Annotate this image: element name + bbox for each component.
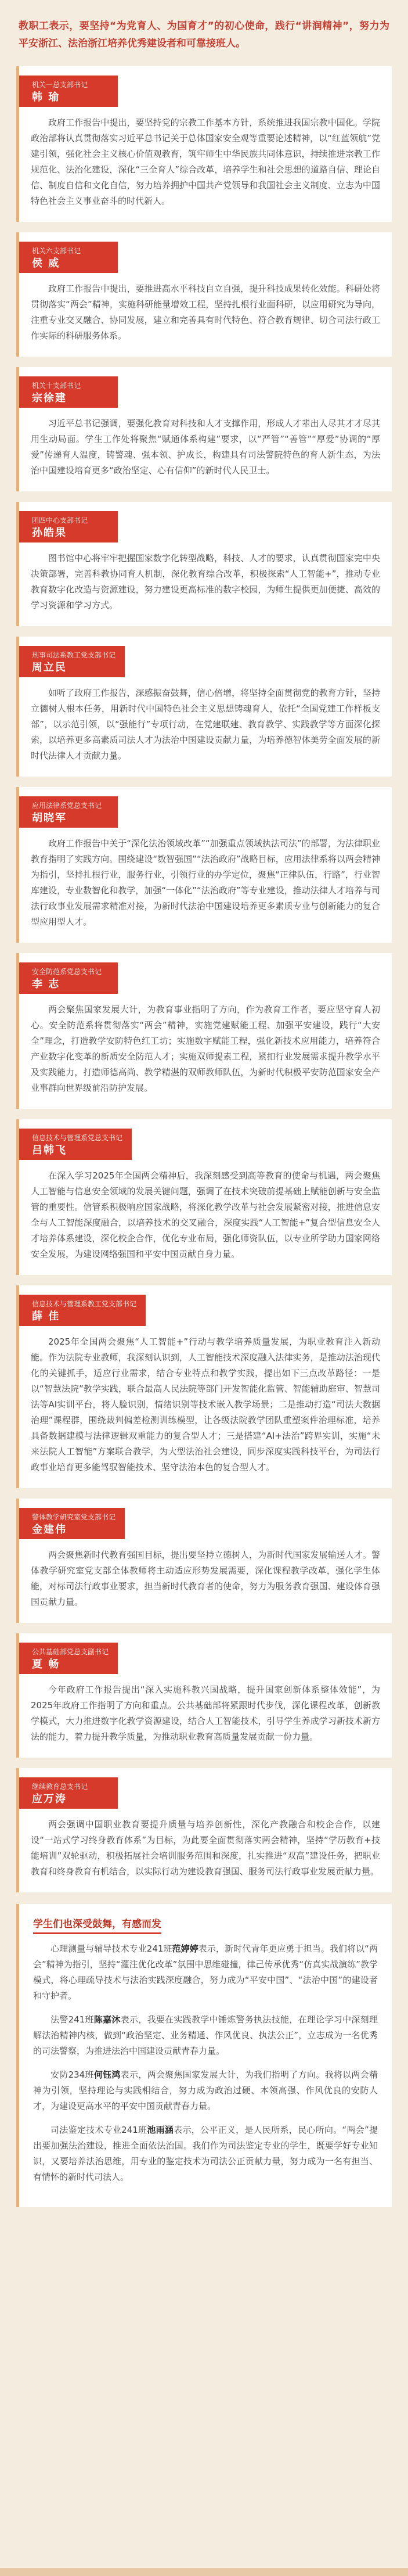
student-paragraph [33, 2012, 378, 2059]
speaker-role: 机关一总支部书记 [32, 81, 88, 89]
intro-section [0, 0, 408, 66]
student-paragraphs [33, 1941, 378, 2185]
student-name: 何钰鸿 [93, 2070, 121, 2080]
speaker-role: 机关六支部书记 [32, 247, 81, 255]
card-body: 政府工作报告中关于“深化法治领域改革”“加强重点领域执法司法”的部署，为法律职业教育指明了实践方向。围绕建设“数智强国”“法治政府”战略目标，应用法律系将以两会精神为指引，坚持扎根行业，服务行业，引领行业的办学定位，聚焦“正律队伍，行路”，行业智库建设，专业数智化和教学，加强“一体化”“法治政府”等专业建设，推动法律人才培养与司法行政事业发展需求精准对接，为新时代法治中国建设培养更多素质专业与创新能力的复合型应用型人才。 [31, 838, 380, 927]
speaker-tag [19, 646, 125, 677]
card-header [19, 1119, 380, 1160]
quote-card [16, 953, 392, 1109]
student-name: 池雨涵 [147, 2125, 174, 2135]
quote-card [16, 1119, 392, 1275]
speaker-role: 公共基础部党总支副书记 [32, 1648, 109, 1656]
card-header [19, 787, 380, 828]
speaker-role: 刑事司法系教工党支部书记 [32, 651, 116, 659]
speaker-role: 团四中心支部书记 [32, 516, 88, 524]
card-body: 如听了政府工作报告，深感振奋鼓舞，信心倍增，将坚持全面贯彻党的教育方针，坚持立德树人根本任务，用新时代中国特色社会主义思想铸魂育人，依托“全国党建工作样板支部”，以示范引领，以“强能行”专项行动，在党建联建、教育教学、实践教学等方面深化探索，以培养更多高素质司法人才为法治中国建设贡献力量，为培养德智体美劳全面发展的新时代法律人才贡献力量。 [31, 688, 380, 761]
student-paragraph [33, 1941, 378, 2004]
student-section-title: 学生们也深受鼓舞，有感而发 [33, 1916, 161, 1934]
quote-card [16, 66, 392, 222]
speaker-name: 吕韩飞 [32, 1144, 67, 1156]
student-name: 范婷婷 [172, 1943, 198, 1954]
speaker-tag [19, 1643, 118, 1674]
speaker-name: 薛 佳 [32, 1310, 60, 1323]
student-class: 法警241班 [50, 2014, 94, 2025]
student-class: 心理测量与辅导技术专业241班 [50, 1943, 172, 1954]
speaker-role: 警体教学研究室党支部书记 [32, 1513, 116, 1521]
card-body: 习近平总书记强调，要强化教育对科技和人才支撑作用，形成人才辈出人尽其才才尽其用生动局面。学生工作处将聚焦“赋通体系构建”要求，以“严管”“善管”“厚爱”协调的“厚爱”传递育人温度，铸警魂、强本领、护成长，构建具有司法警院特色的育人新生态，为法治中国建设培育更多“政治坚定、心有信仰”的新时代人民卫士。 [31, 418, 380, 476]
student-name: 陈嘉沐 [93, 2014, 121, 2025]
speaker-tag [19, 1508, 125, 1539]
card-body: 政府工作报告中提出，要坚持党的宗教工作基本方针，系统推进我国宗教中国化。学院政治部将认真贯彻落实习近平总书记关于总体国家安全观等重要论述精神，以“红蓝领航”党建引领，强化社会主义核心价值观教育，筑牢师生中华民族共同体意识，持续推进宗教工作规范化、法治化建设，深化“三全育人”综合改革，培养学生和社会思想的道路自信、理论自信、制度自信和文化自信，努力培养拥护中国共产党领导和我国社会主义制度、立志为中国特色社会主义事业奋斗的时代新人。 [31, 117, 380, 206]
card-header [19, 1285, 380, 1326]
card-header [19, 66, 380, 107]
speaker-name: 金建伟 [32, 1524, 67, 1536]
quote-card [16, 1633, 392, 1758]
student-class: 安防234班 [50, 2070, 94, 2080]
speaker-name: 韩 瑜 [32, 91, 60, 103]
speaker-name: 胡晓军 [32, 812, 67, 824]
quote-cards [0, 66, 408, 1892]
card-header [19, 1768, 380, 1809]
speaker-tag [19, 796, 118, 828]
intro-text: 教职工表示，要坚持“为党育人、为国育才”的初心使命，践行“讲润精神”，努力为平安浙江、法治浙江培养优秀建设者和可靠接班人。 [19, 20, 389, 49]
card-header [19, 1633, 380, 1674]
speaker-name: 夏 畅 [32, 1658, 60, 1670]
card-header [19, 637, 380, 677]
card-body: 政府工作报告中提出，要推进高水平科技自立自强，提升科技成果转化效能。科研处将贯彻落实“两会”精神，实施科研能量增效工程，坚持扎根行业面科研，以应用研究为导向，注重专业交叉融合、协同发展，建立和完善具有时代特色、符合教育规律、切合司法行政工作实际的科研服务体系。 [31, 283, 380, 341]
student-paragraph [33, 2067, 378, 2114]
student-quote: 表示，两会聚焦国家发展大计，为我们指明了方向。我将以两会精神为引领，坚持理论与实践相结合，努力成为政治过硬、本领高强、作风优良的安防人才，为建设更高水平的平安中国贡献青春力量。 [33, 2070, 378, 2111]
speaker-tag [19, 242, 118, 273]
speaker-name: 宗徐建 [32, 392, 67, 404]
speaker-name: 周立民 [32, 662, 67, 674]
student-section [16, 1904, 392, 2207]
card-body: 两会聚焦新时代教育强国目标，提出要坚持立德树人，为新时代国家发展输送人才。警体教学研究室党支部全体教师将主动适应形势发展需要，深化课程教学改革，强化学生体能，对标司法行政事业要求，担当新时代教育者的使命，努力为服务教育强国、建设体育强国贡献力量。 [31, 1550, 380, 1607]
student-class: 司法鉴定技术专业241班 [50, 2125, 147, 2135]
card-header [19, 502, 380, 542]
quote-card [16, 502, 392, 626]
quote-card [16, 1285, 392, 1488]
card-header [19, 953, 380, 994]
card-header [19, 232, 380, 273]
speaker-role: 继续教育总支书记 [32, 1783, 88, 1791]
card-body: 图书馆中心将牢牢把握国家数字化转型战略，科技、人才的要求，认真贯彻国家完中央决策部署，完善科教协同育人机制，深化教育综合改革，积极探索“人工智能+”，推动专业教育数字化改造与资源建设，努力建设更高标准的数字校园，为师生提供更加便捷、高效的学习资源和学习方式。 [31, 553, 380, 610]
card-body: 在深入学习2025年全国两会精神后，我深刻感受到高等教育的使命与机遇，两会聚焦人工智能与信息安全领域的发展关键问题，强调了在技术突破前提基础上赋能创新与安全监管的重要性。信管系积极响应国家战略，将深化教学改革与社会发展紧密对接，推进信息安全与人工智能深度融合，以培养技术的交叉融合，深度实践“人工智能+”复合型信息安全人才培养体系建设，深化校企合作，优化专业布局，强化师资队伍，以专业所学助力国家网络安全发展，为建设网络强国和平安中国贡献自身力量。 [31, 1170, 380, 1259]
speaker-role: 安全防范系党总支书记 [32, 968, 102, 976]
speaker-role: 应用法律系党总支书记 [32, 802, 102, 810]
card-header [19, 1499, 380, 1539]
quote-card [16, 1768, 392, 1892]
speaker-name: 李 志 [32, 978, 60, 990]
card-body: 两会强调中国职业教育要提升质量与培养创新性，深化产教融合和校企合作，以建设“一站式学习终身教育体系”为目标，为此要全面贯彻落实两会精神，坚持“学历教育+技能培训”双轮驱动，积极拓展社会培训服务范围和深度，扎实推进“双高”建设任务，把职业教育和终身教育有机结合，以实际行动为建设教育强国、服务司法行政事业发展贡献力量。 [31, 1819, 380, 1877]
speaker-tag [19, 1295, 146, 1326]
quote-card [16, 232, 392, 357]
card-header [19, 367, 380, 408]
speaker-tag [19, 1777, 118, 1809]
student-quote: 表示，公平正义，是人民所系，民心所向。“两会”提出要加强法治建设，推进全面依法治国。我们作为司法鉴定专业的学生，既要学好专业知识，又要培养法治思维，用专业的鉴定技术为司法公正贡献力量，努力成为一名有担当、有情怀的新时代司法人。 [33, 2125, 378, 2182]
speaker-tag [19, 511, 118, 542]
speaker-name: 孙皓果 [32, 527, 67, 539]
card-body: 2025年全国两会聚焦“人工智能+”行动与教学培养质量发展，为职业教育注入新动能。作为法院专业教师，我深刻认识到，人工智能技术深度融入法律实务，是推动法治现代化的关键抓手，适应行业需求，结合专业特点和教学实践，提出如下三点改革路径：一是以“智慧法院”教学实践，联合最高人民法院等部门开发智能化监管、智能辅助庭审、智慧司法等AI实训平台，将人脸识别，情绪识别等技术嵌入教学场景；二是推动打造“司法大数据治理”课程群，围绕裁判偏差检测训练模型，让各级法院教学团队重塑案件治理标准，培养具备数据建模与法律逻辑双重能力的复合型人才；三是搭建“AI+法治”跨界实训，实施“未来法院人工智能”方案联合教学，为大型法治社会建设，同步深度实践科技平台，为司法行政事业培育更多能驾驭智能技术、坚守法治本色的复合型人才。 [31, 1336, 380, 1472]
quote-card [16, 637, 392, 777]
speaker-tag [19, 962, 118, 994]
speaker-name: 应万涛 [32, 1793, 67, 1805]
speaker-role: 信息技术与管理系党总支书记 [32, 1134, 123, 1142]
card-body: 今年政府工作报告提出“深入实施科教兴国战略，提升国家创新体系整体效能”，为2025年政府工作指明了方向和重点。公共基础部将紧跟时代步伐，深化课程改革，创新教学模式，大力推进数字化教学资源建设，结合人工智能技术，引导学生养成学习新技术新方法的能力，着力提升教学质量，为推动职业教育高质量发展贡献一份力量。 [31, 1684, 380, 1742]
student-quote: 表示，新时代青年更应勇于担当。我们将以“两会”精神为指引，坚持“灌注优化改革”氛围中思维碰撞，律己传承优秀“仿真实战演练”教学模式，将心理疏导技术与法治实践深度融合，努力成为“平安中国”、“法治中国”的建设者和守护者。 [33, 1943, 378, 2001]
quote-card [16, 367, 392, 491]
bottom-decoration [0, 2568, 408, 2576]
speaker-role: 机关十支部书记 [32, 382, 81, 390]
speaker-tag [19, 76, 118, 107]
student-quote: 表示，我要在实践教学中锤炼警务执法技能，在理论学习中深刻理解法治精神内核，做到“政治坚定、业务精通、作风优良、执法公正”，立志成为一名优秀的司法警察，为推进法治中国建设贡献青春力量。 [33, 2014, 378, 2056]
speaker-role: 信息技术与管理系教工党支部书记 [32, 1300, 137, 1308]
student-paragraph [33, 2122, 378, 2185]
speaker-tag [19, 1129, 132, 1160]
speaker-tag [19, 376, 118, 408]
quote-card [16, 1499, 392, 1623]
card-body: 两会聚焦国家发展大计，为教育事业指明了方向，作为教育工作者，要应坚守育人初心。安全防范系将贯彻落实“两会”精神，实施党建赋能工程、加强平安建设，践行“大安全”理念，打造教学安防特色红工坊；实施数字赋能工程，强化新技术应用能力，培养符合产业数字化变革的新质安全防范人才；实施双师提素工程，紧扣行业发展需求提升教学水平及实践能力，打造师德高尚、教学精湛的双师教师队伍，为新时代积极平安防范国家安全产业事群向世界级前沿防护发展。 [31, 1004, 380, 1093]
quote-card [16, 787, 392, 943]
speaker-name: 侯 威 [32, 257, 60, 270]
